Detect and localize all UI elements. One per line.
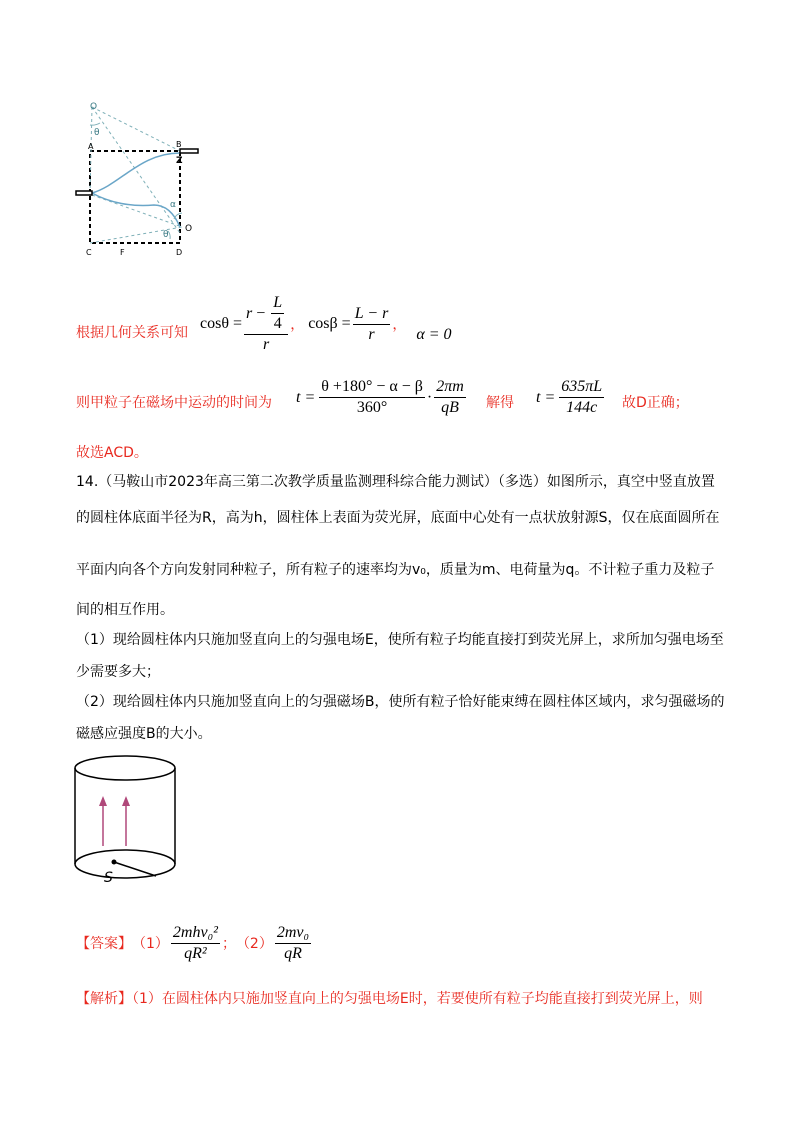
- label-theta-bottom: θ: [163, 230, 169, 240]
- geometry-intro: 根据几何关系可知: [76, 325, 188, 341]
- time-frac1-num: θ +180° − α − β: [319, 378, 425, 398]
- eq2-lhs: cosβ =: [308, 315, 351, 332]
- answer-1-num: 2mhv₀²: [171, 924, 220, 944]
- eq-separator-2: ，: [392, 317, 407, 333]
- label-d: D: [176, 248, 183, 257]
- analysis-tag: 【解析】: [76, 991, 132, 1007]
- time-intro: 则甲粒子在磁场中运动的时间为: [76, 395, 272, 411]
- eq1-den: r: [262, 336, 270, 353]
- time-fraction-1: [319, 378, 425, 417]
- answer-2-den: qR: [284, 944, 302, 962]
- label-o-top: O: [90, 102, 98, 112]
- source-label: S: [104, 870, 113, 886]
- label-f: F: [120, 248, 125, 257]
- magnetic-field-diagram: [70, 95, 205, 265]
- answer-line: [76, 918, 313, 968]
- eq2-den: r: [368, 325, 375, 343]
- time-equation: [296, 378, 468, 417]
- cylinder-diagram: [70, 752, 180, 892]
- time-frac2-num: 2πm: [434, 378, 466, 398]
- eq2-fraction: [353, 305, 391, 344]
- eq2-num: L − r: [353, 305, 391, 325]
- label-theta-top: θ: [94, 128, 100, 138]
- part-2-line-a: （2）现给圆柱体内只施加竖直向上的匀强磁场B，使所有粒子恰好能束缚在圆柱体区域内，求匀强磁场的: [76, 694, 725, 710]
- question-line-2: 的圆柱体底面半径为R，高为h，圆柱体上表面为荧光屏，底面中心处有一点状放射源S，仅在底面圆所在: [76, 510, 720, 526]
- time-fraction-2: [434, 378, 466, 417]
- time-result-lhs: t =: [536, 388, 556, 406]
- time-result-den: 144c: [566, 399, 598, 416]
- eq1-inner-den: 4: [273, 315, 282, 332]
- choice-answer: 故选ACD。: [76, 445, 148, 461]
- answer-2-num: 2mv₀: [275, 924, 311, 944]
- eq1-inner-num: L: [271, 294, 284, 314]
- time-frac2-den: qB: [441, 399, 459, 416]
- eq1-fraction: [244, 294, 288, 354]
- eq1-inner-fraction: [271, 294, 284, 333]
- answer-separator: ；: [221, 936, 236, 952]
- label-alpha: α: [170, 200, 176, 210]
- answer-tag: 【答案】: [76, 936, 132, 952]
- time-dot: ·: [426, 388, 433, 406]
- label-c: C: [86, 248, 92, 257]
- analysis-text: （1）在圆柱体内只施加竖直向上的匀强电场E时，若要使所有粒子均能直接打到荧光屏上，则: [132, 991, 703, 1007]
- time-lhs: t =: [296, 388, 316, 406]
- eq1-num-r: r: [246, 304, 253, 322]
- part-1-line-a: （1）现给圆柱体内只施加竖直向上的匀强电场E，使所有粒子均能直接打到荧光屏上，求所加匀强电场至: [76, 632, 724, 648]
- question-line-4: 间的相互作用。: [76, 602, 174, 618]
- analysis-line: [76, 988, 703, 1008]
- eq-separator-1: ，: [290, 317, 305, 333]
- answer-2-fraction: [275, 924, 311, 963]
- question-line-1: 14.（马鞍山市2023年高三第二次教学质量监测理科综合能力测试）（多选）如图所示，真空中竖直放置: [76, 474, 715, 490]
- conclusion-d: 故D正确；: [622, 395, 689, 411]
- answer-1-den: qR²: [184, 944, 207, 962]
- answer-1-fraction: [171, 924, 220, 963]
- answer-part-1: （1）: [132, 936, 169, 952]
- time-frac1-den: 360°: [356, 399, 388, 416]
- answer-part-2: （2）: [235, 936, 273, 952]
- question-line-3: 平面内向各个方向发射同种粒子，所有粒子的速率均为v₀，质量为m、电荷量为q。不计粒子重力及粒子: [76, 562, 715, 578]
- solve-label: 解得: [486, 395, 514, 411]
- label-b: B: [176, 140, 182, 149]
- eq1-lhs: cosθ =: [200, 315, 243, 332]
- alpha-equation: α = 0: [416, 326, 452, 343]
- time-result-fraction: [559, 378, 604, 417]
- part-2-line-b: 磁感应强度B的大小。: [76, 726, 212, 742]
- label-o-right: O: [185, 224, 193, 234]
- label-a: A: [88, 142, 94, 151]
- label-z: Z: [176, 156, 183, 166]
- time-result-num: 635πL: [559, 378, 604, 398]
- part-1-line-b: 少需要多大；: [76, 664, 160, 680]
- time-result: [536, 378, 606, 417]
- eq1-num-minus: −: [252, 304, 270, 322]
- cos-theta-equation: [200, 294, 452, 354]
